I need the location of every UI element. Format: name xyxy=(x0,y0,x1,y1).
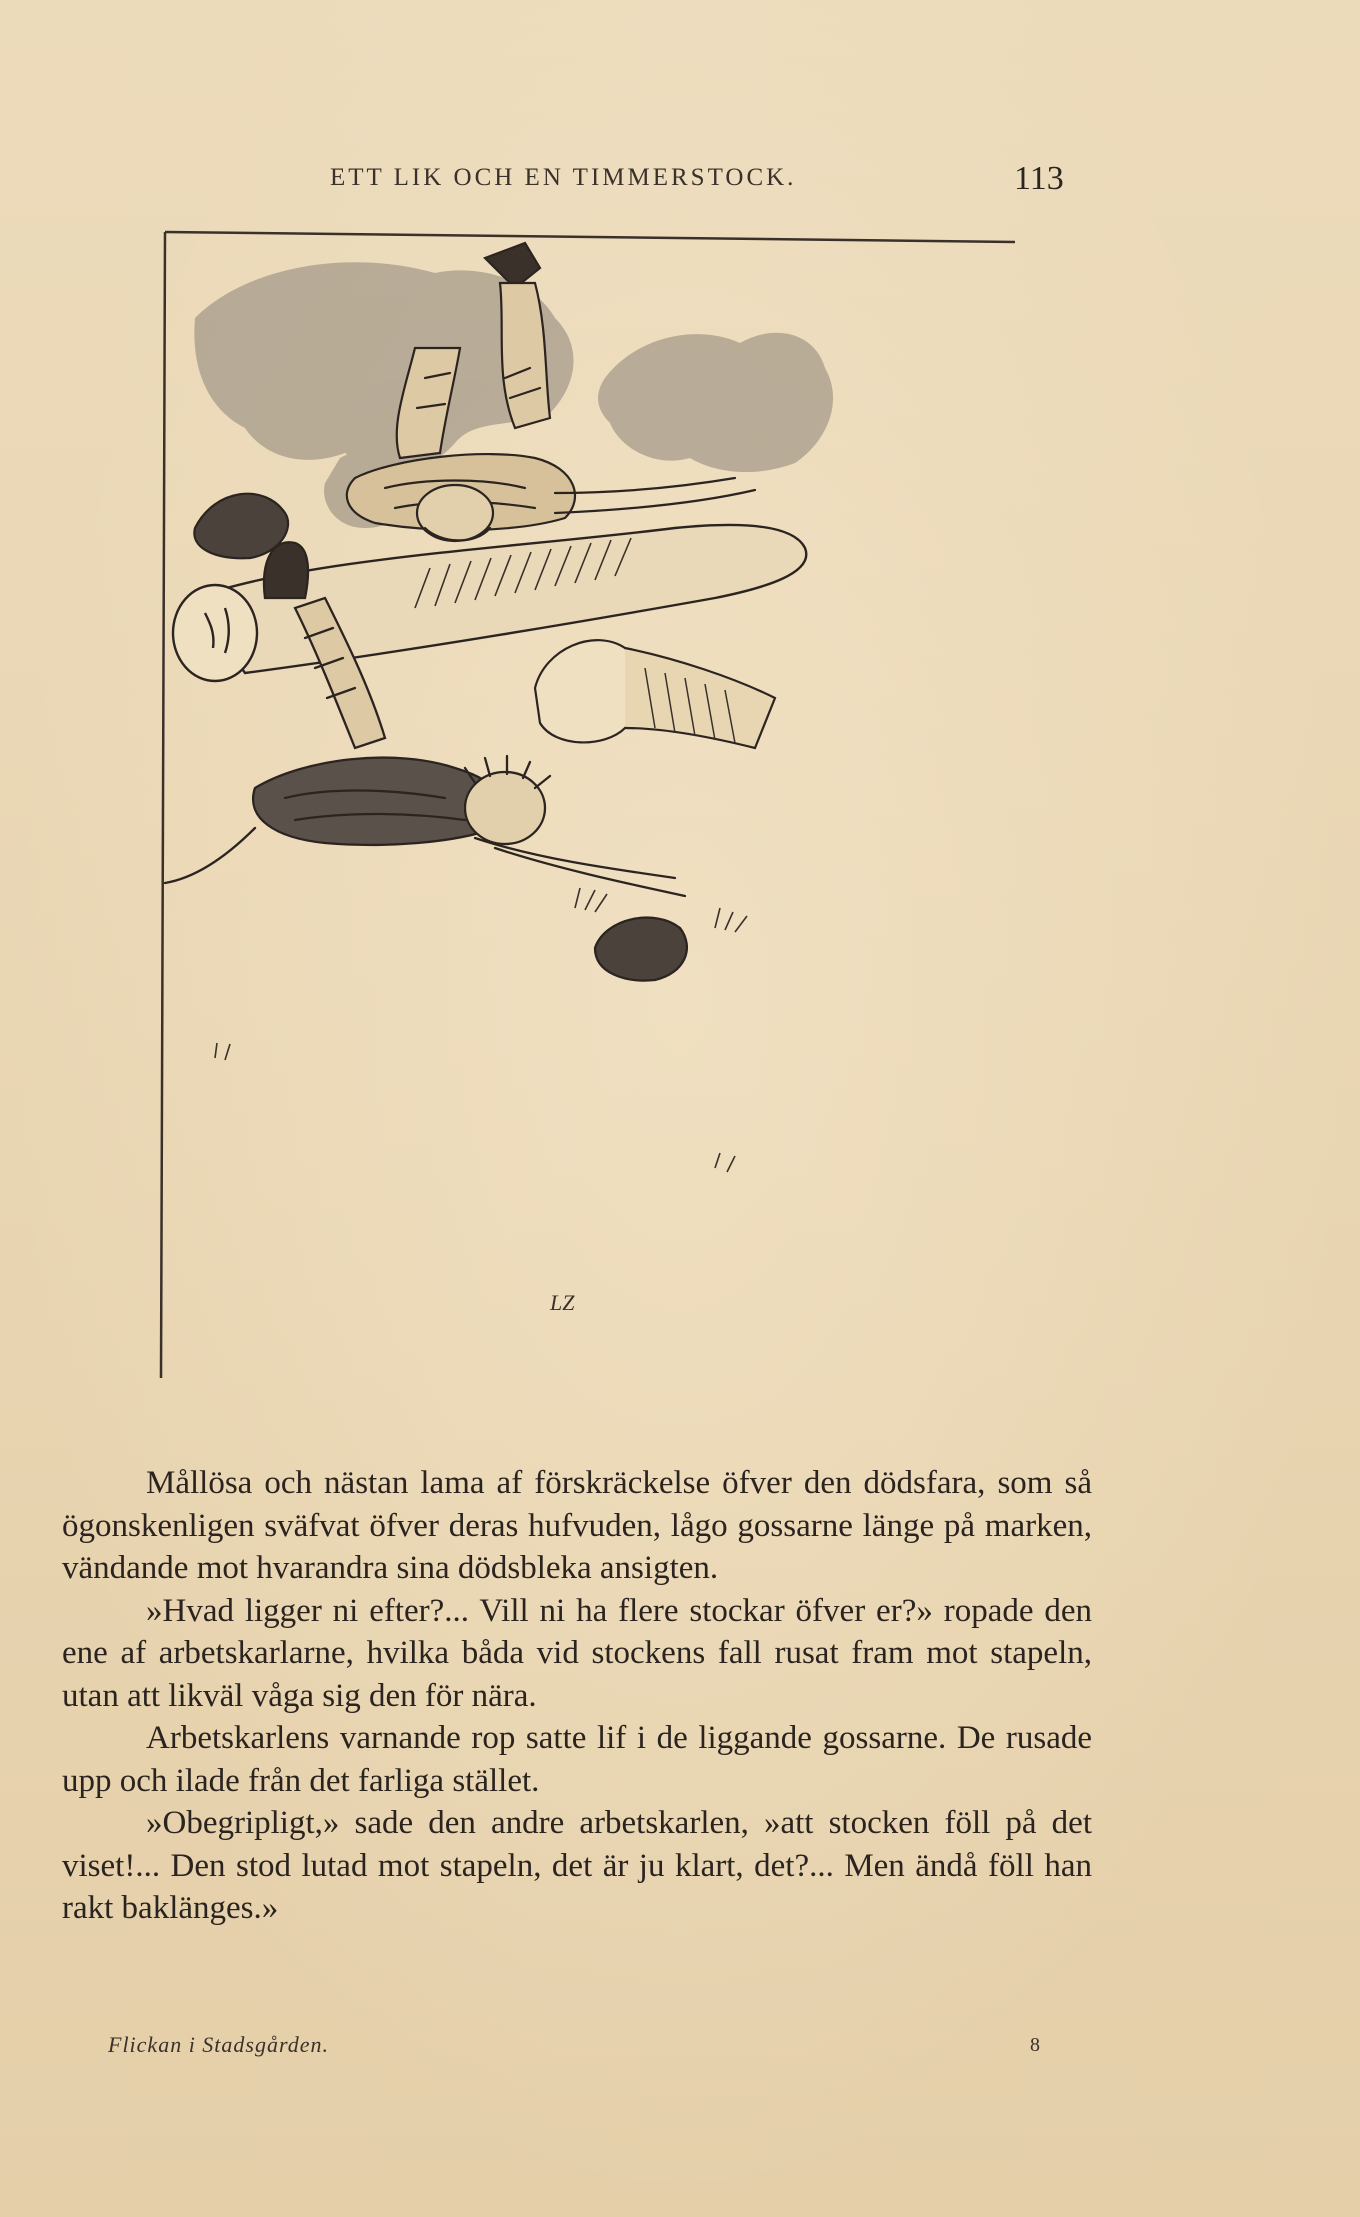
page-header xyxy=(0,160,1360,200)
illustration xyxy=(155,228,1090,1378)
running-head: ETT LIK OCH EN TIMMERSTOCK. xyxy=(330,164,797,191)
body-text xyxy=(62,1462,1092,1930)
artist-monogram: LZ xyxy=(550,1290,575,1315)
frame-left-line xyxy=(161,232,165,1378)
paragraph: Mållösa och nästan lama af förskräckelse öfver den dödsfara, som så ögonskenligen sväfvat öfver deras hufvuden, lågo gossarne länge på marken, vändande mot hvarandra sina dödsbleka ansigten. xyxy=(62,1465,1092,1586)
paragraph: »Obegripligt,» sade den andre arbetskarlen, »att stocken föll på det viset!... Den stod lutad mot stapeln, det är ju klart, det?... Men ändå föll han rakt baklänges.» xyxy=(62,1805,1092,1926)
page-number: 113 xyxy=(1014,160,1064,197)
signature-title: Flickan i Stadsgården. xyxy=(108,2032,329,2057)
frame-top-line xyxy=(165,232,1015,242)
paragraph: Arbetskarlens varnande rop satte lif i de liggande gossarne. De rusade upp och ilade från det farliga stället. xyxy=(62,1720,1092,1799)
illustration-drawing xyxy=(155,228,1090,1378)
log-end xyxy=(535,640,775,748)
page-footer xyxy=(0,2032,1360,2064)
paragraph: »Hvad ligger ni efter?... Vill ni ha flere stockar öfver er?» ropade den ene af arbetskarlarne, hvilka båda vid stockens fall rusat fram mot stapeln, utan att likväl våga sig den för nära. xyxy=(62,1592,1092,1714)
signature-number: 8 xyxy=(1030,2034,1040,2056)
